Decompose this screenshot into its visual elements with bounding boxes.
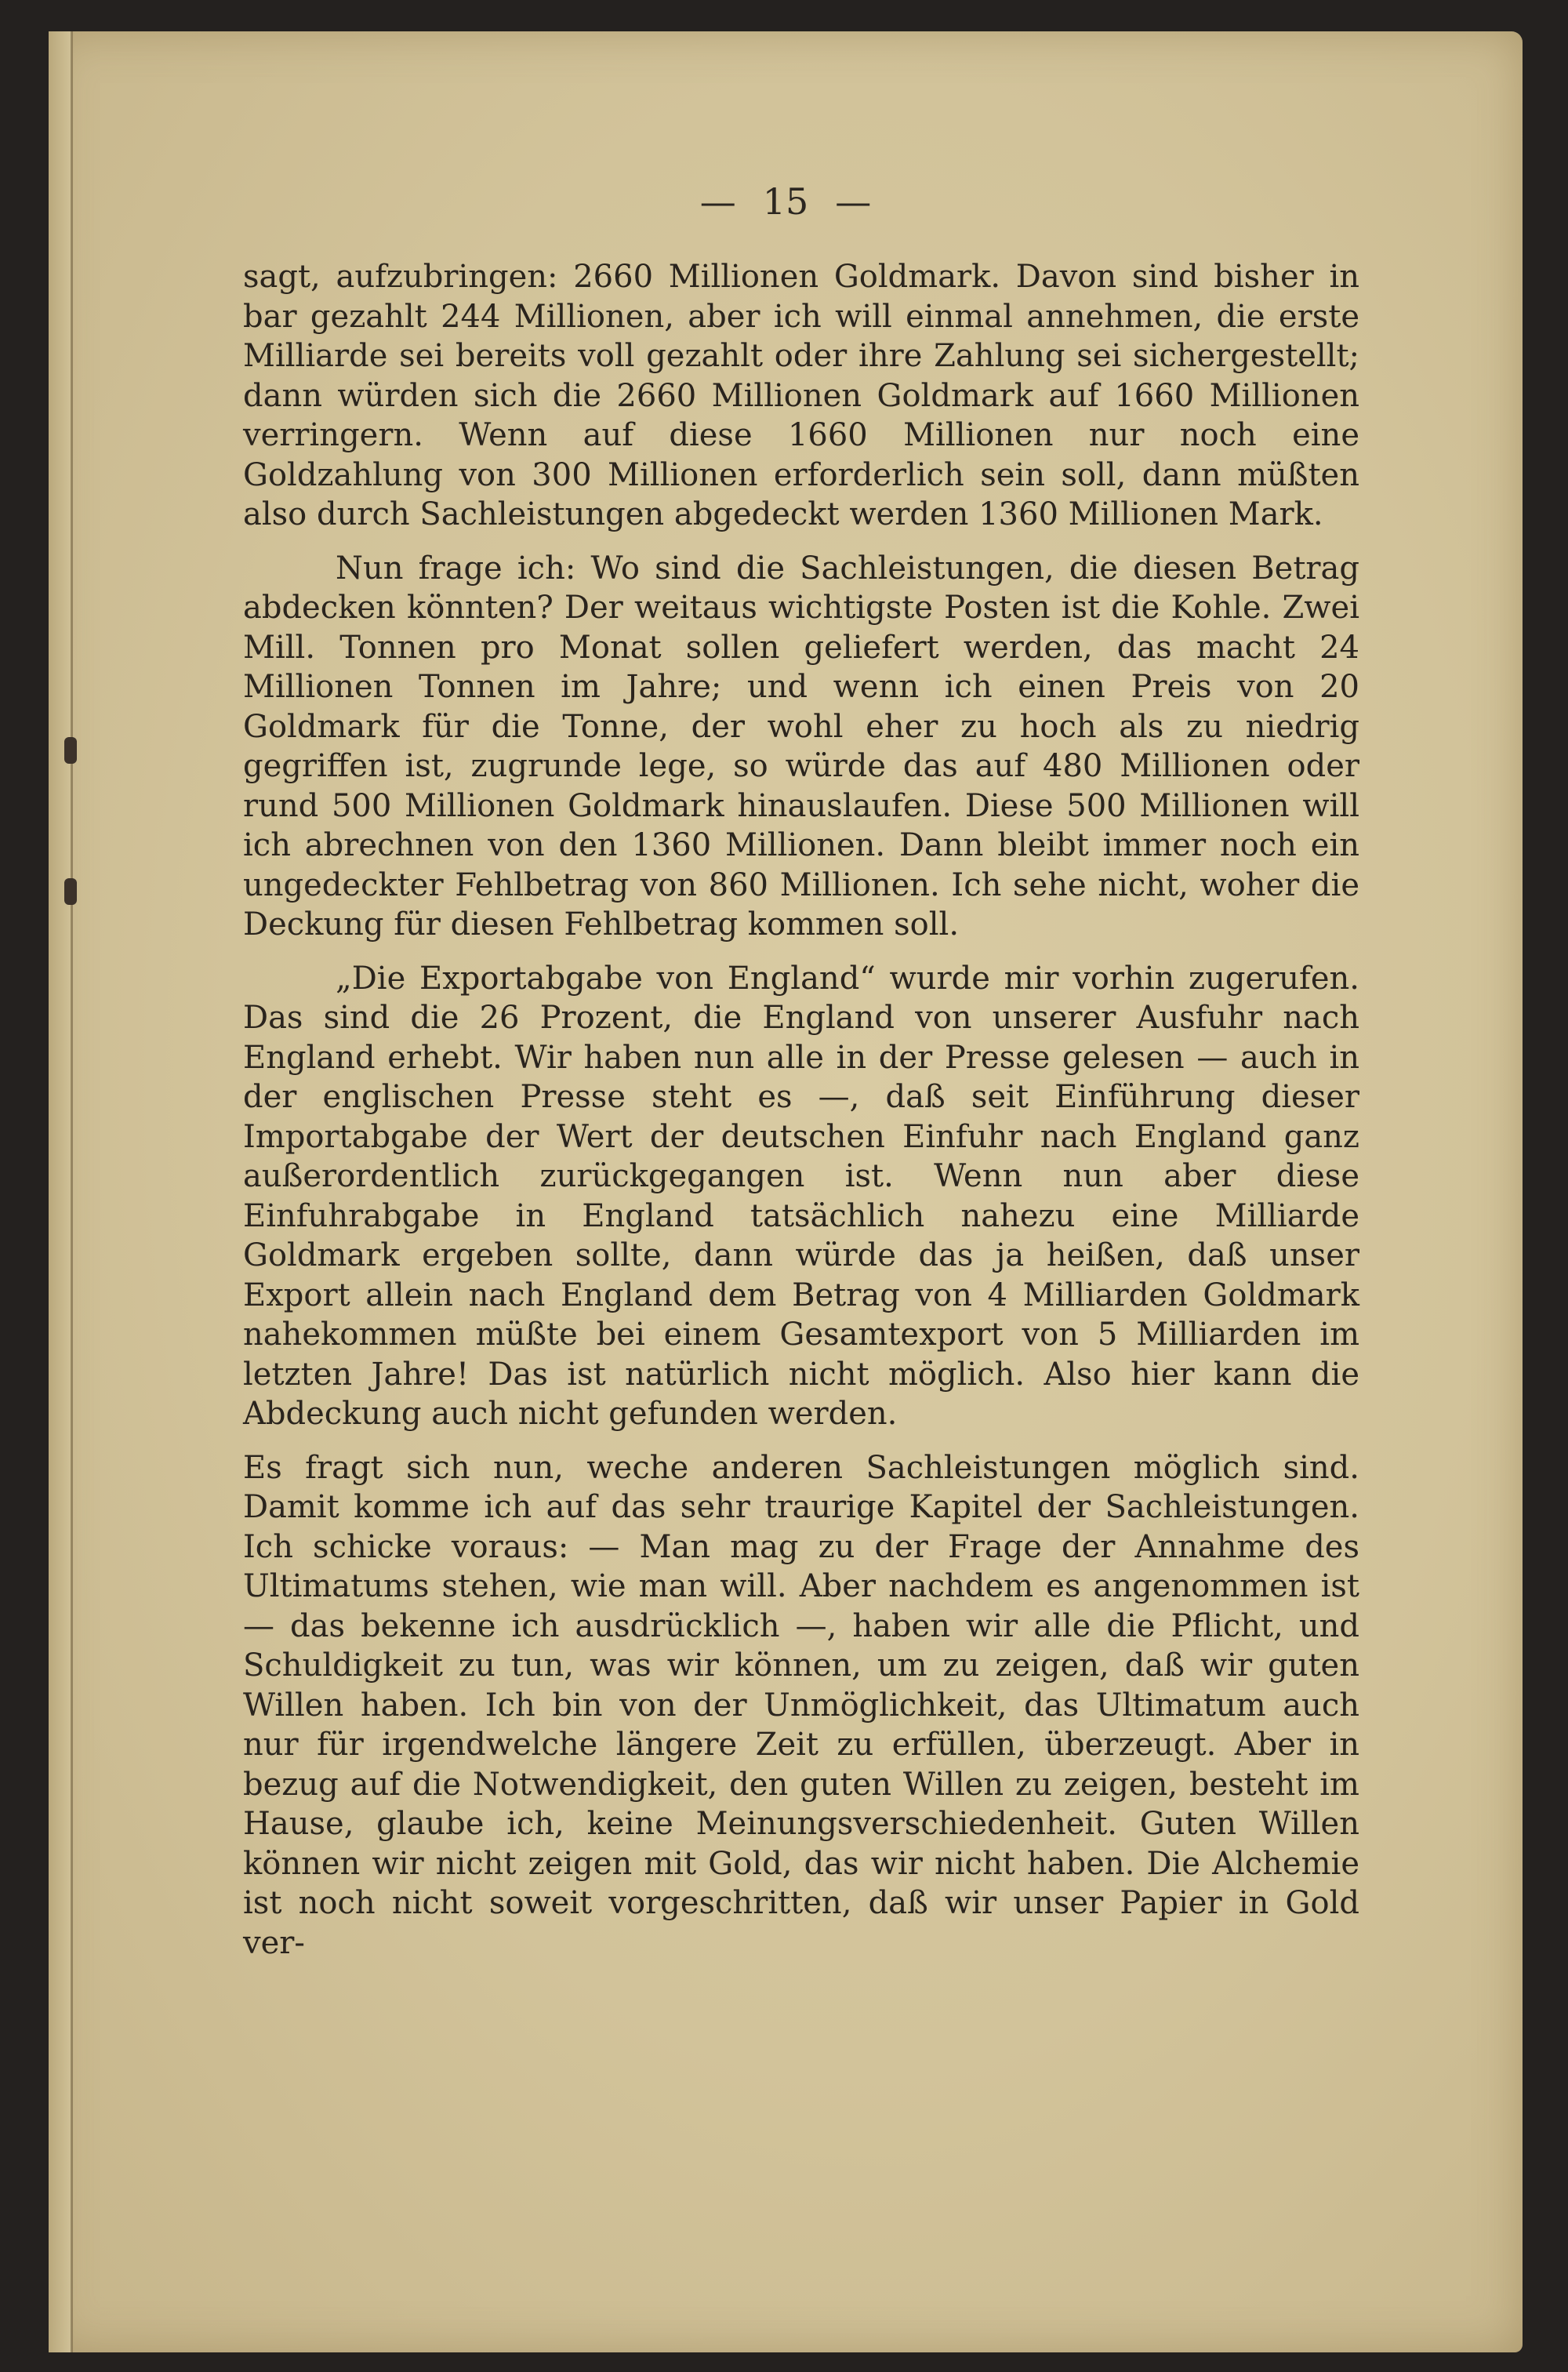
page-gutter bbox=[49, 31, 72, 2352]
paragraph-4: Es fragt sich nun, weche anderen Sachleistungen möglich sind. Damit komme ich auf das sehr traurige Kapitel der Sachleistungen. Ich schicke voraus: — Man mag zu der Frage der Annahme des Ultimatums stehen, wie man will. Aber nachdem es angenommen ist — das bekenne ich ausdrücklich —, haben wir alle die Pflicht, und Schuldigkeit zu tun, was wir können, um zu zeigen, daß wir guten Willen haben. Ich bin von der Unmöglichkeit, das Ultimatum auch nur für irgendwelche längere Zeit zu erfüllen, überzeugt. Aber in bezug auf die Notwendigkeit, den guten Willen zu zeigen, besteht im Hause, glaube ich, keine Meinungsverschiedenheit. Guten Willen können wir nicht zeigen mit Gold, das wir nicht haben. Die Alchemie ist noch nicht soweit vorgeschritten, daß wir unser Papier in Gold ver- bbox=[243, 1449, 1359, 1961]
page-number-dash-left: — bbox=[699, 180, 736, 223]
book-page bbox=[49, 31, 1523, 2352]
page-number bbox=[49, 180, 1523, 223]
body-text bbox=[243, 257, 1359, 1977]
binding-stitch bbox=[64, 878, 77, 905]
binding-line bbox=[71, 31, 73, 2352]
paragraph-1: sagt, aufzubringen: 2660 Millionen Goldmark. Davon sind bisher in bar gezahlt 244 Millionen, aber ich will einmal annehmen, die erste Milliarde sei bereits voll gezahlt oder ihre Zahlung sei sichergestellt; dann würden sich die 2660 Millionen Goldmark auf 1660 Millionen verringern. Wenn auf diese 1660 Millionen nur noch eine Goldzahlung von 300 Millionen erforderlich sein soll, dann müßten also durch Sachleistungen abgedeckt werden 1360 Millionen Mark. bbox=[243, 259, 1359, 532]
paragraph-2: Nun frage ich: Wo sind die Sachleistungen, die diesen Betrag abdecken könnten? Der weitaus wichtigste Posten ist die Kohle. Zwei Mill. Tonnen pro Monat sollen geliefert werden, das macht 24 Millionen Tonnen im Jahre; und wenn ich einen Preis von 20 Goldmark für die Tonne, der wohl eher zu hoch als zu niedrig gegriffen ist, zugrunde lege, so würde das auf 480 Millionen oder rund 500 Millionen Goldmark hinauslaufen. Diese 500 Millionen will ich abrechnen von den 1360 Millionen. Dann bleibt immer noch ein ungedeckter Fehlbetrag von 860 Millionen. Ich sehe nicht, woher die Deckung für diesen Fehlbetrag kommen soll. bbox=[243, 550, 1359, 943]
paragraph-3: „Die Exportabgabe von England“ wurde mir vorhin zugerufen. Das sind die 26 Prozent, die England von unserer Ausfuhr nach England erhebt. Wir haben nun alle in der Presse gelesen — auch in der englischen Presse steht es —, daß seit Einführung dieser Importabgabe der Wert der deutschen Einfuhr nach England ganz außerordentlich zurückgegangen ist. Wenn nun aber diese Einfuhrabgabe in England tatsächlich nahezu eine Milliarde Goldmark ergeben sollte, dann würde das ja heißen, daß unser Export allein nach England dem Betrag von 4 Milliarden Goldmark nahekommen müßte bei einem Gesamtexport von 5 Milliarden im letzten Jahre! Das ist natürlich nicht möglich. Also hier kann die Abdeckung auch nicht gefunden werden. bbox=[243, 960, 1359, 1432]
page-number-value: 15 bbox=[762, 180, 809, 223]
binding-stitch bbox=[64, 737, 77, 764]
page-number-dash-right: — bbox=[835, 180, 872, 223]
